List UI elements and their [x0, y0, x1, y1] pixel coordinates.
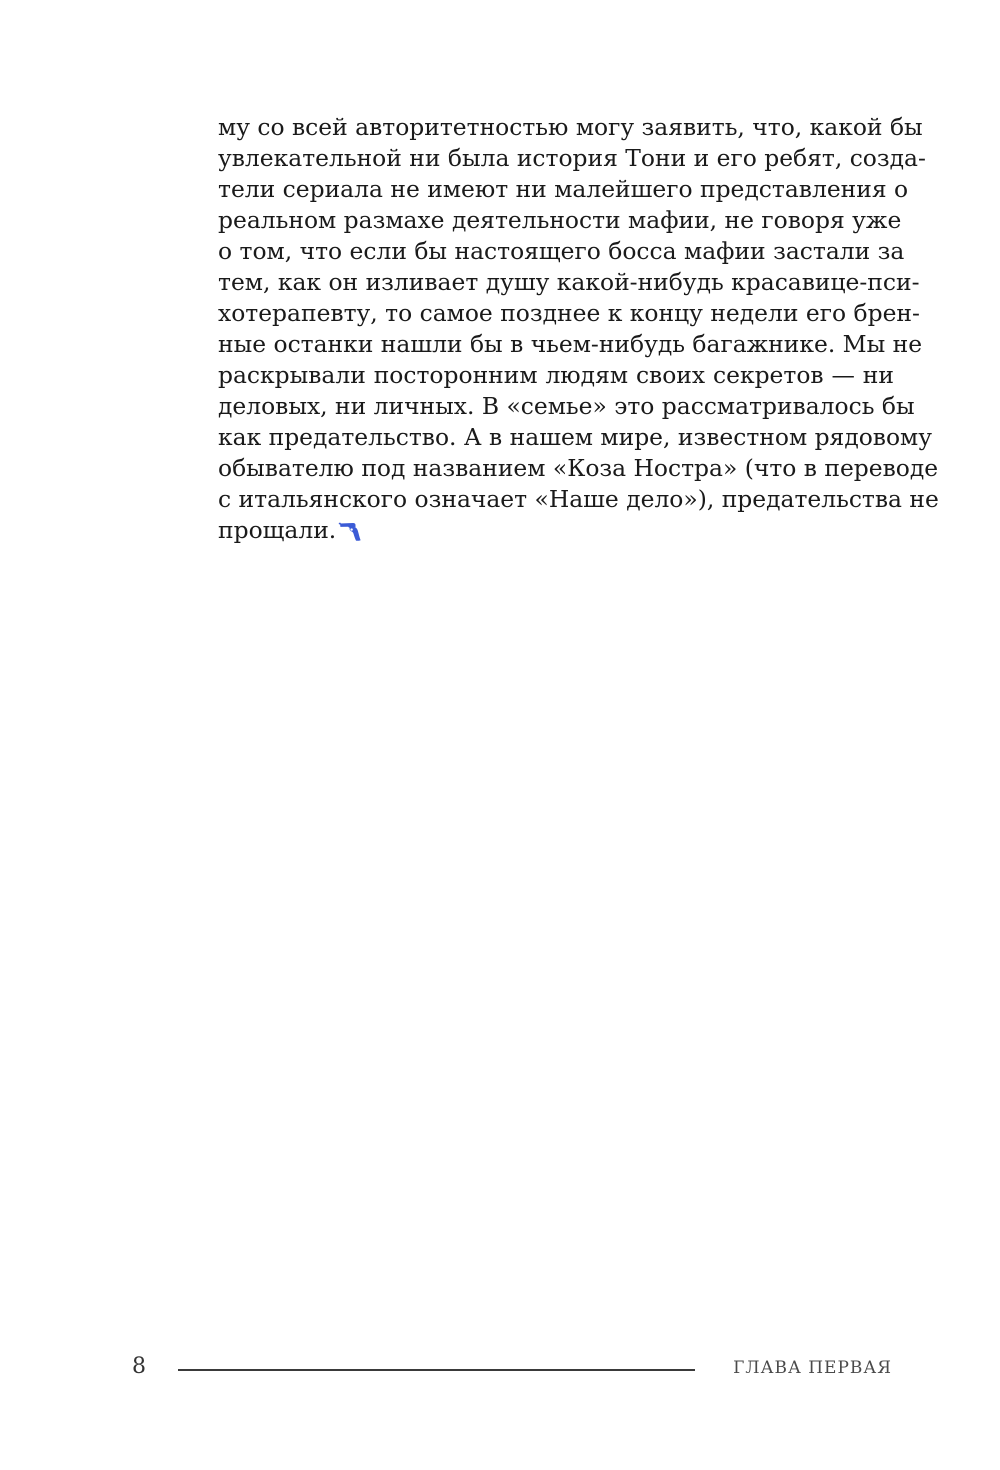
body-paragraph	[218, 112, 939, 546]
last-line-text: прощали.	[218, 516, 337, 544]
text-line: о том, что если бы настоящего босса мафии застали за	[218, 237, 905, 265]
text-line: обывателю под названием «Коза Ностра» (что в переводе	[218, 454, 939, 482]
text-line: тели сериала не имеют ни малейшего представления о	[218, 175, 909, 203]
text-line: реальном размахе деятельности мафии, не говоря уже	[218, 206, 902, 234]
text-line: ные останки нашли бы в чьем-нибудь багажнике. Мы не	[218, 330, 923, 358]
page-number: 8	[132, 1354, 146, 1379]
text-line-last	[218, 515, 894, 546]
text-line: хотерапевту, то самое позднее к концу недели его брен-	[218, 299, 920, 327]
revolver-icon	[338, 519, 362, 541]
text-line: с итальянского означает «Наше дело»), предательства не	[218, 485, 939, 513]
text-line: тем, как он изливает душу какой-нибудь красавице-пси-	[218, 268, 920, 296]
text-line: увлекательной ни была история Тони и его ребят, созда-	[218, 144, 926, 172]
text-line: как предательство. А в нашем мире, известном рядовому	[218, 423, 933, 451]
chapter-label: ГЛАВА ПЕРВАЯ	[733, 1358, 892, 1378]
footer-divider	[178, 1369, 695, 1371]
text-line: раскрывали посторонним людям своих секретов — ни	[218, 361, 894, 389]
text-line: му со всей авторитетностью могу заявить, что, какой бы	[218, 113, 923, 141]
text-line: деловых, ни личных. В «семье» это рассматривалось бы	[218, 392, 915, 420]
